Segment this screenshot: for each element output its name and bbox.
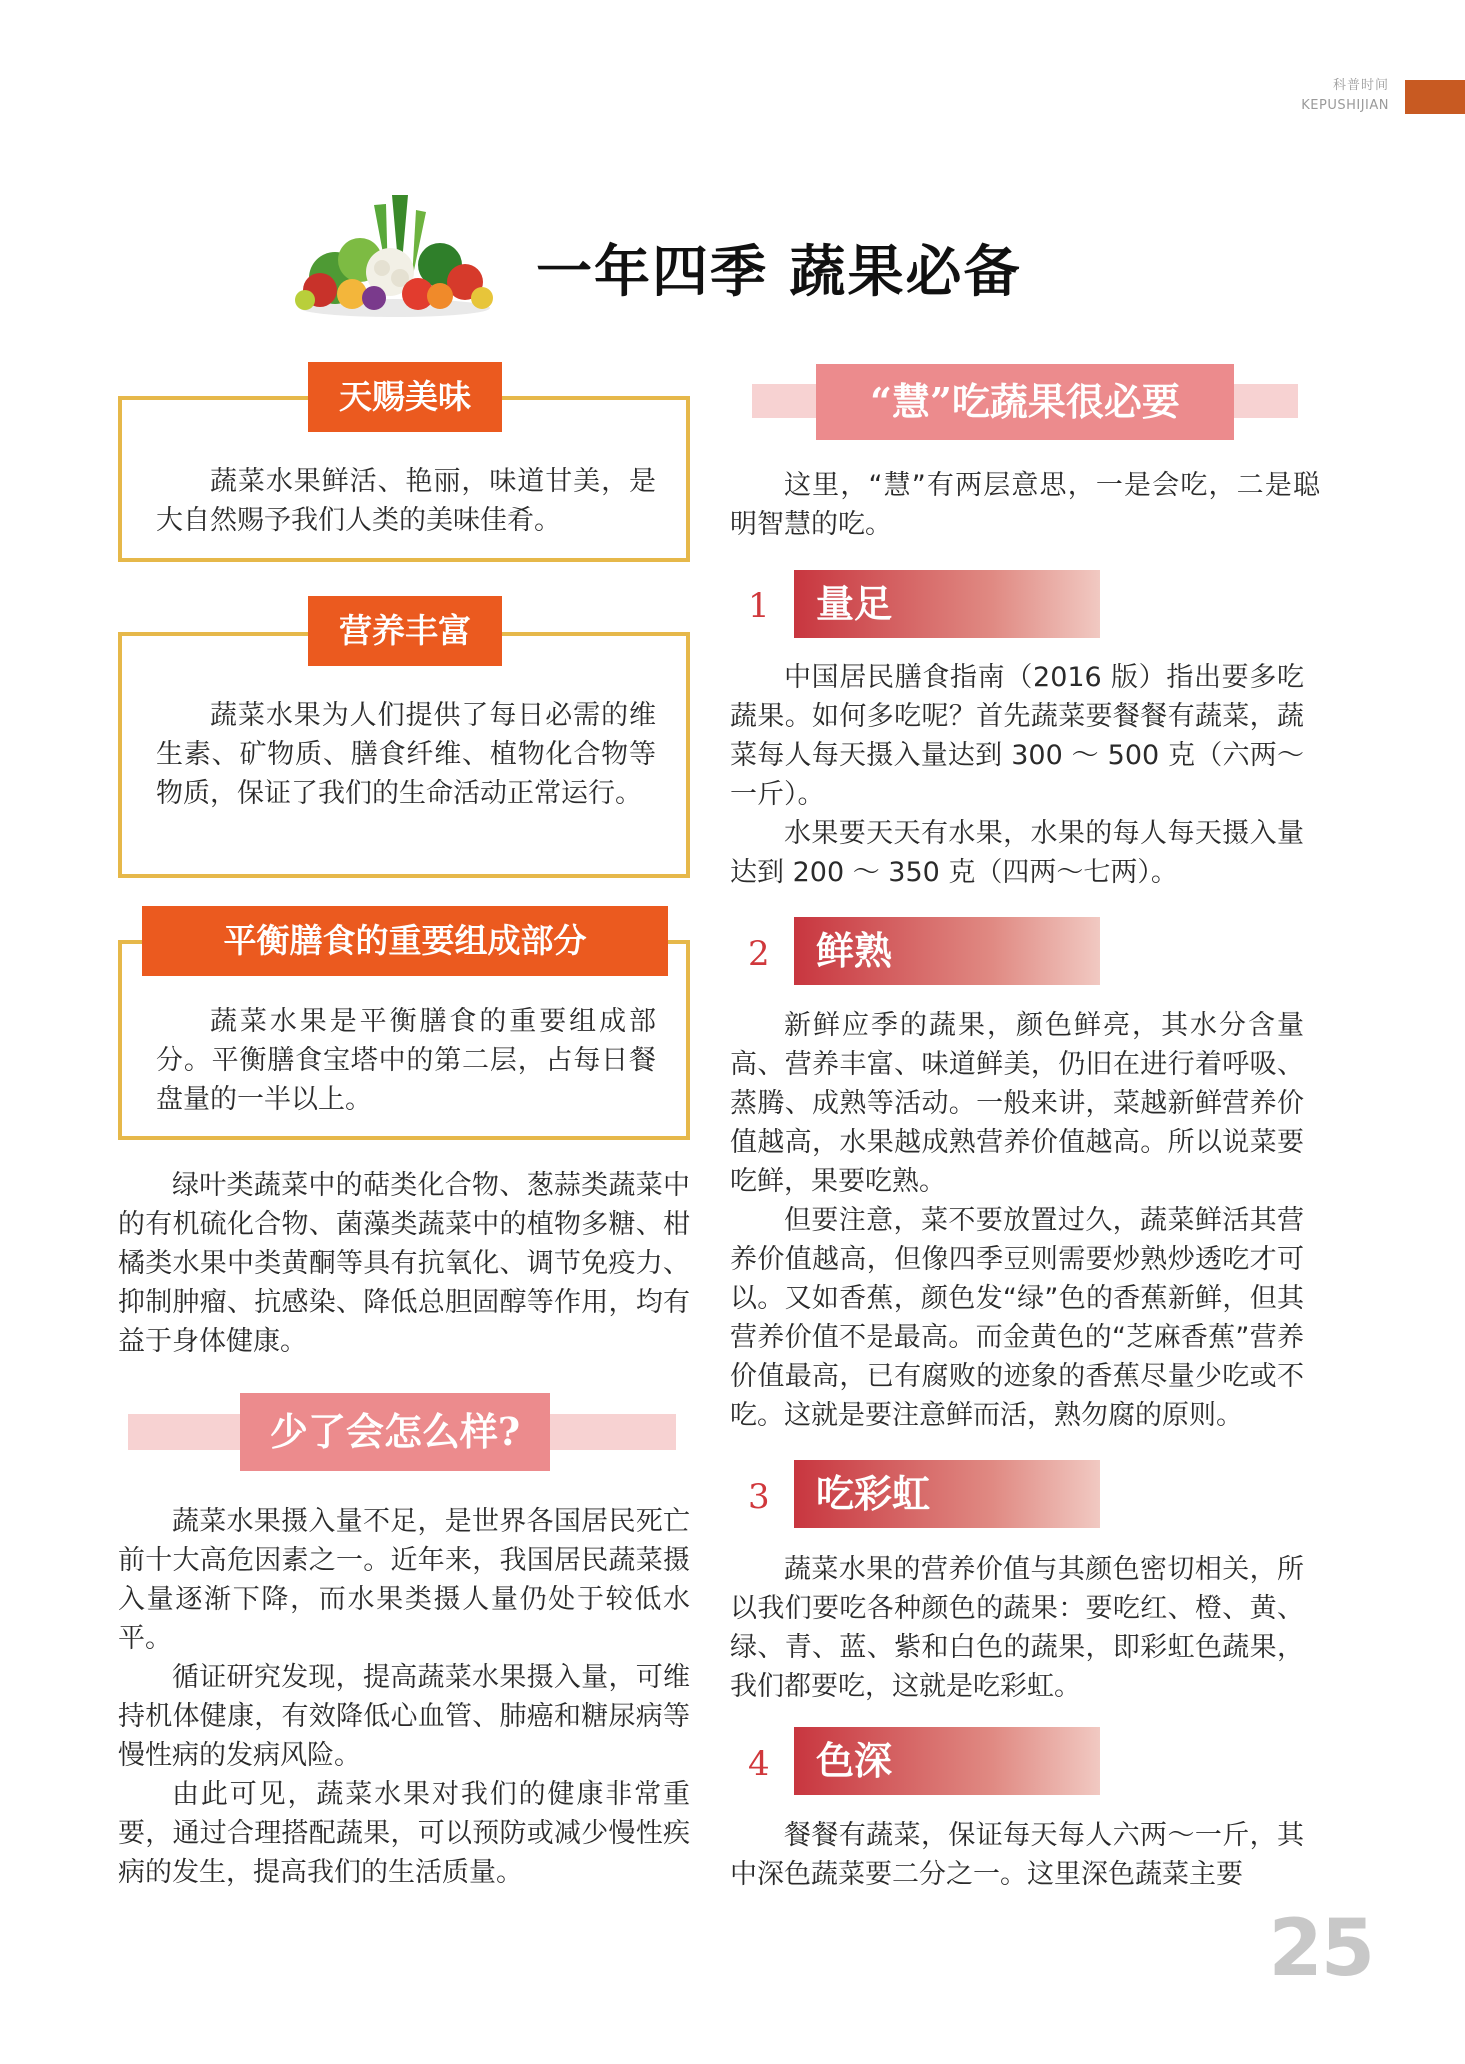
section-banner-huichi: “慧”吃蔬果很必要 [816, 364, 1234, 440]
item-tag-chicaihong: 吃彩虹 [794, 1460, 1100, 1528]
box-tianci-tag: 天赐美味 [308, 362, 502, 432]
item-number-1: 1 [748, 586, 770, 626]
box-yingyang-tag: 营养丰富 [308, 596, 502, 666]
liangzu-paragraph-1: 中国居民膳食指南（2016 版）指出要多吃蔬果。如何多吃呢？首先蔬菜要餐餐有蔬菜，蔬菜每人每天摄入量达到 300 ～ 500 克（六两～一斤）。 [730, 662, 1304, 810]
item-tag-xianshu: 鲜熟 [794, 917, 1100, 985]
xianshu-paragraph-1: 新鲜应季的蔬果，颜色鲜亮，其水分含量高、营养丰富、味道鲜美，仍旧在进行着呼吸、蒸腾、成熟等活动。一般来讲，菜越新鲜营养价值越高，水果越成熟营养价值越高。所以说菜要吃鲜，果要吃熟。 [730, 1010, 1304, 1197]
section-label-en: KEPUSHIJIAN [1301, 98, 1389, 113]
shaole-paragraph-2: 循证研究发现，提高蔬菜水果摄入量，可维持机体健康，有效降低心血管、肺癌和糖尿病等慢性病的发病风险。 [118, 1662, 690, 1771]
page-number: 25 [1268, 1904, 1373, 1994]
box-tianci-text: 蔬菜水果鲜活、艳丽，味道甘美，是大自然赐予我们人类的美味佳肴。 [156, 466, 656, 536]
liangzu-paragraph-2: 水果要天天有水果，水果的每人每天摄入量达到 200 ～ 350 克（四两～七两）。 [730, 818, 1304, 888]
vegetables-illustration [290, 190, 500, 320]
seshen-paragraph: 餐餐有蔬菜，保证每天每人六两～一斤，其中深色蔬菜要二分之一。这里深色蔬菜主要 [730, 1820, 1304, 1890]
item-number-2: 2 [748, 934, 770, 974]
left-paragraph: 绿叶类蔬菜中的萜类化合物、葱蒜类蔬菜中的有机硫化合物、菌藻类蔬菜中的植物多糖、柑橘类水果中类黄酮等具有抗氧化、调节免疫力、抑制肿瘤、抗感染、降低总胆固醇等作用，均有益于身体健康。 [118, 1170, 690, 1357]
box-pingheng-tag: 平衡膳食的重要组成部分 [142, 906, 668, 976]
shaole-paragraph-1: 蔬菜水果摄入量不足，是世界各国居民死亡前十大高危因素之一。近年来，我国居民蔬菜摄入量逐渐下降，而水果类摄人量仍处于较低水平。 [118, 1506, 690, 1654]
shaole-paragraph-3: 由此可见，蔬菜水果对我们的健康非常重要，通过合理搭配蔬果，可以预防或减少慢性疾病的发生，提高我们的生活质量。 [118, 1779, 690, 1888]
item-number-4: 4 [748, 1744, 770, 1784]
header-accent-bar [1405, 80, 1465, 114]
box-yingyang-text: 蔬菜水果为人们提供了每日必需的维生素、矿物质、膳食纤维、植物化合物等物质，保证了我们的生命活动正常运行。 [156, 700, 656, 809]
item-tag-liangzu: 量足 [794, 570, 1100, 638]
item-tag-seshen: 色深 [794, 1727, 1100, 1795]
section-banner-shaole: 少了会怎么样? [240, 1393, 550, 1471]
page-title: 一年四季 蔬果必备 [536, 239, 1022, 305]
item-number-3: 3 [748, 1477, 770, 1517]
box-yingyang [118, 632, 690, 878]
section-label-cn: 科普时间 [1332, 78, 1389, 93]
huichi-intro: 这里，“慧”有两层意思，一是会吃，二是聪明智慧的吃。 [730, 470, 1320, 540]
box-pingheng-text: 蔬菜水果是平衡膳食的重要组成部分。平衡膳食宝塔中的第二层，占每日餐盘量的一半以上。 [156, 1006, 656, 1115]
chicaihong-paragraph: 蔬菜水果的营养价值与其颜色密切相关，所以我们要吃各种颜色的蔬果：要吃红、橙、黄、绿、青、蓝、紫和白色的蔬果，即彩虹色蔬果，我们都要吃，这就是吃彩虹。 [730, 1554, 1304, 1702]
xianshu-paragraph-2: 但要注意，菜不要放置过久，蔬菜鲜活其营养价值越高，但像四季豆则需要炒熟炒透吃才可以。又如香蕉，颜色发“绿”色的香蕉新鲜，但其营养价值不是最高。而金黄色的“芝麻香蕉”营养价值最高，已有腐败的迹象的香蕉尽量少吃或不吃。这就是要注意鲜而活，熟勿腐的原则。 [730, 1205, 1304, 1431]
